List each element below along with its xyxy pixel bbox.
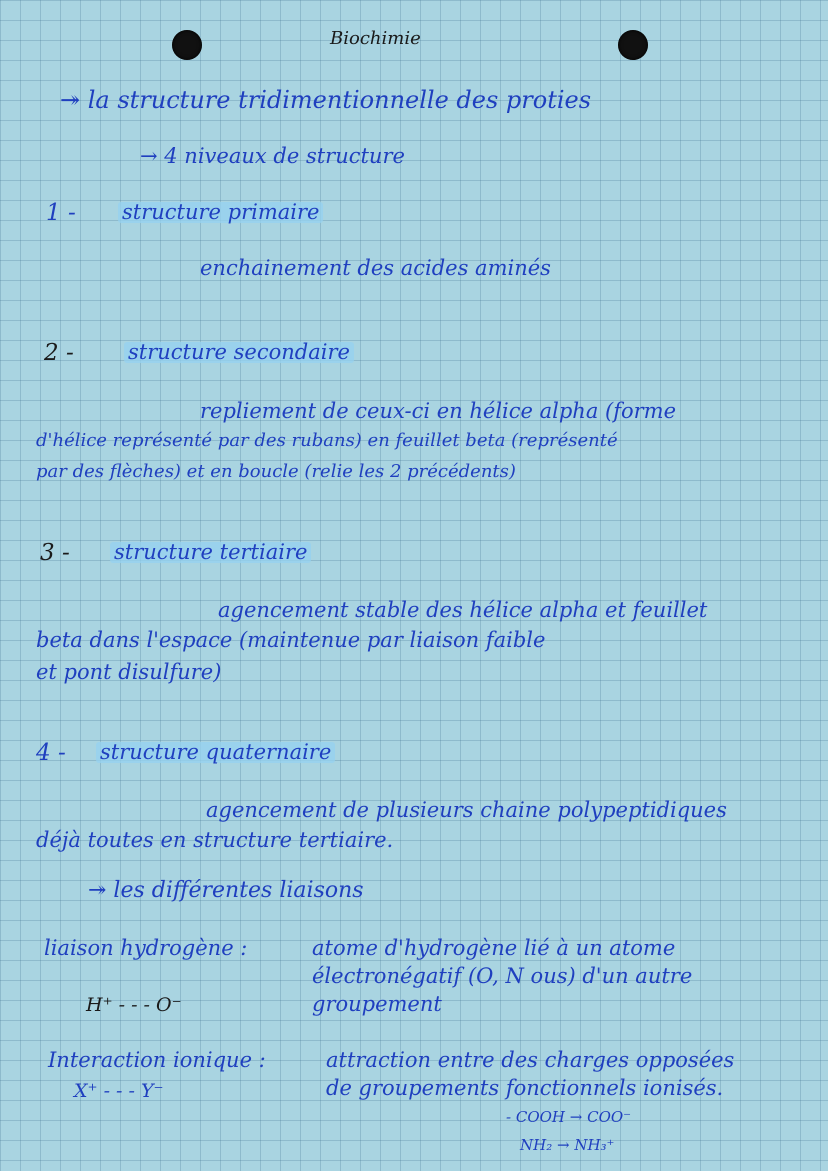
section-2-number: 2 - bbox=[44, 340, 74, 366]
ionic-interaction-line-2: de groupements fonctionnels ionisés. bbox=[326, 1076, 724, 1100]
subheading: → 4 niveaux de structure bbox=[140, 144, 405, 168]
hydrogen-bond-line-2: électronégatif (O, N ous) d'un autre bbox=[312, 964, 693, 988]
main-heading: ↠ la structure tridimentionnelle des proties bbox=[60, 86, 592, 114]
section-2-title: structure secondaire bbox=[124, 342, 354, 363]
binder-hole-left bbox=[172, 30, 202, 60]
section-4-line-1: agencement de plusieurs chaine polypeptidiques bbox=[206, 798, 727, 822]
section-1-line-1: enchainement des acides aminés bbox=[200, 256, 551, 280]
page-title: Biochimie bbox=[330, 28, 421, 49]
section-2-line-3: par des flèches) et en boucle (relie les 2 précédents) bbox=[36, 461, 516, 482]
section-2-line-1: repliement de ceux-ci en hélice alpha (forme bbox=[200, 399, 676, 423]
section-1-title: structure primaire bbox=[118, 202, 323, 223]
ionic-reaction-2: NH₂ → NH₃⁺ bbox=[520, 1136, 615, 1154]
section-3-title: structure tertiaire bbox=[110, 542, 311, 563]
section-3-number: 3 - bbox=[40, 540, 70, 566]
section-4-line-2: déjà toutes en structure tertiaire. bbox=[36, 828, 394, 852]
hydrogen-bond-label: liaison hydrogène : bbox=[44, 936, 248, 960]
section-4-title: structure quaternaire bbox=[96, 742, 335, 763]
liaisons-heading: ↠ les différentes liaisons bbox=[88, 878, 364, 903]
section-1-number: 1 - bbox=[46, 200, 76, 226]
hydrogen-bond-line-1: atome d'hydrogène lié à un atome bbox=[312, 936, 676, 960]
hydrogen-bond-line-3: groupement bbox=[312, 992, 442, 1016]
binder-hole-right bbox=[618, 30, 648, 60]
section-3-line-1: agencement stable des hélice alpha et feuillet bbox=[218, 598, 708, 622]
ionic-reaction-1: - COOH → COO⁻ bbox=[506, 1108, 632, 1126]
ionic-interaction-line-1: attraction entre des charges opposées bbox=[326, 1048, 735, 1072]
ionic-interaction-label: Interaction ionique : bbox=[48, 1048, 266, 1072]
section-2-line-2: d'hélice représenté par des rubans) en feuillet beta (représenté bbox=[36, 430, 618, 451]
ionic-interaction-formula: X⁺ - - - Y⁻ bbox=[74, 1080, 164, 1102]
hydrogen-bond-formula: H⁺ - - - O⁻ bbox=[86, 994, 182, 1016]
section-3-line-2: beta dans l'espace (maintenue par liaison faible bbox=[36, 628, 546, 652]
section-3-line-3: et pont disulfure) bbox=[36, 660, 222, 684]
section-4-number: 4 - bbox=[36, 740, 66, 766]
